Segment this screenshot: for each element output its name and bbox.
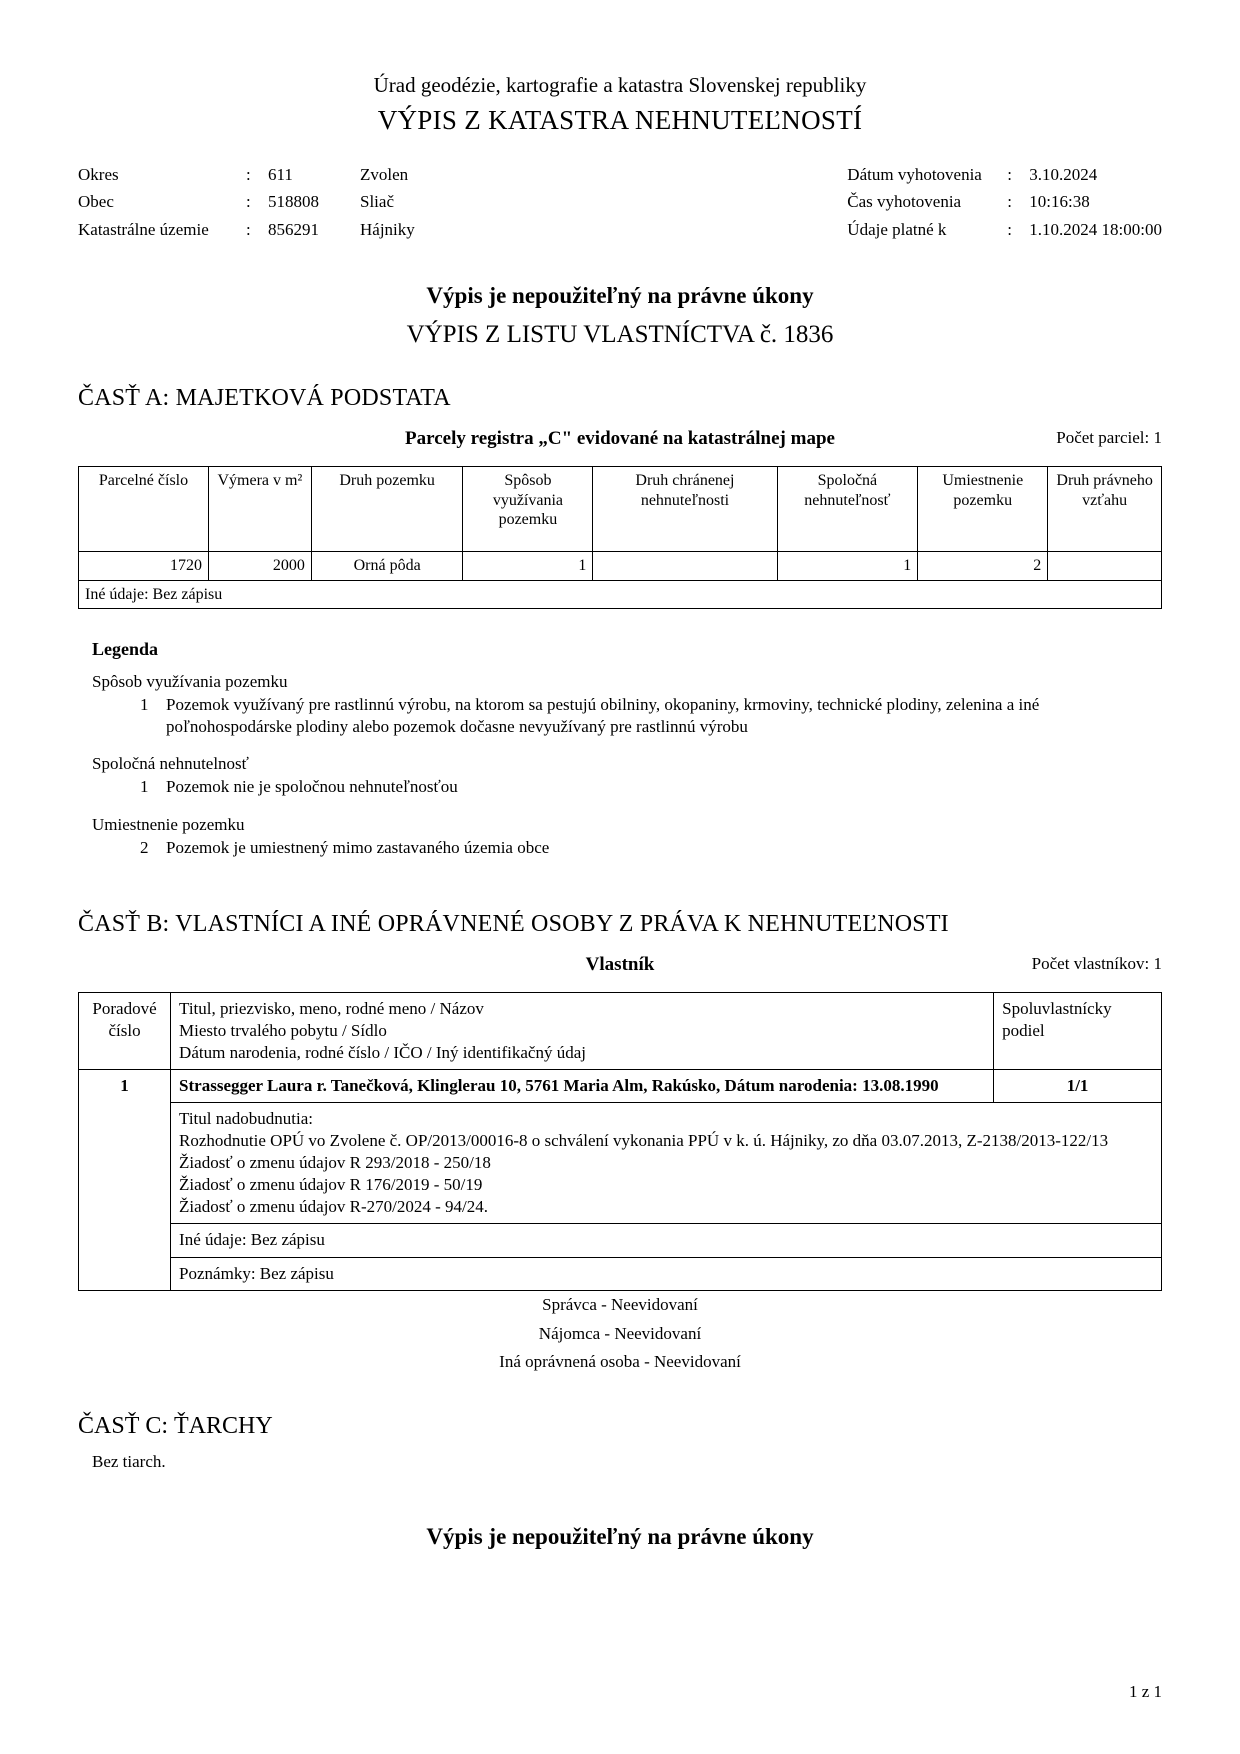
col-identity bbox=[171, 992, 994, 1069]
part-c-heading: ČASŤ C: ŤARCHY bbox=[78, 1413, 273, 1440]
legend-group-title: Spoločná nehnutelnosť bbox=[92, 754, 249, 774]
legend-item-text: Pozemok nie je spoločnou nehnuteľnosťou bbox=[166, 777, 458, 797]
cell-spolocna: 1 bbox=[777, 552, 918, 581]
title-acquisition-line-3: Žiadosť o zmenu údajov R 176/2019 - 50/19 bbox=[179, 1175, 483, 1195]
col-identity-line-2: Miesto trvalého pobytu / Sídlo bbox=[179, 1020, 387, 1040]
col-spoluvlastnicky-podiel: Spoluvlastnícky podiel bbox=[994, 992, 1162, 1069]
cell-sposob-vyuzivania: 1 bbox=[463, 552, 593, 581]
title-acquisition-line-2: Žiadosť o zmenu údajov R 293/2018 - 250/18 bbox=[179, 1153, 491, 1173]
col-umiestnenie-pozemku: Umiestnenie pozemku bbox=[918, 467, 1048, 552]
parcels-ine-udaje: Iné údaje: Bez zápisu bbox=[79, 580, 1162, 609]
col-druh-chranenej-nehnutelnosti: Druh chránenej nehnuteľnosti bbox=[593, 467, 777, 552]
legend-group-umiestnenie-pozemku bbox=[92, 815, 1162, 859]
metadata-left-column bbox=[78, 161, 415, 244]
ownership-sheet-title: VÝPIS Z LISTU VLASTNÍCTVA č. 1836 bbox=[406, 321, 834, 349]
spravca-line: Správca - Neevidovaní bbox=[542, 1294, 698, 1314]
col-vymera: Výmera v m² bbox=[208, 467, 311, 552]
obec-code: 518808 bbox=[268, 192, 319, 212]
page-number: 1 z 1 bbox=[1128, 1682, 1162, 1701]
title-acquisition-line-4: Žiadosť o zmenu údajov R-270/2024 - 94/24. bbox=[179, 1197, 489, 1217]
legend-item-number: 1 bbox=[140, 695, 149, 715]
metadata-row-okres bbox=[78, 161, 415, 189]
cell-druh-chranenej bbox=[593, 552, 777, 581]
part-b-footer bbox=[78, 1291, 1162, 1378]
part-b-subhead: Vlastník bbox=[585, 953, 655, 975]
list-item bbox=[140, 837, 1162, 859]
katastralne-uzemie-label: Katastrálne územie bbox=[78, 219, 209, 239]
col-druh-pozemku: Druh pozemku bbox=[311, 467, 463, 552]
okres-code: 611 bbox=[268, 164, 293, 184]
obec-name: Sliač bbox=[360, 192, 394, 212]
metadata-row-cas-vyhotovenia bbox=[847, 188, 1162, 216]
col-identity-line-3: Dátum narodenia, rodné číslo / IČO / Iný identifikačný údaj bbox=[179, 1042, 586, 1062]
legend-group-title: Umiestnenie pozemku bbox=[92, 814, 245, 834]
owner-title-acquisition-row bbox=[79, 1103, 1162, 1224]
parcel-count: Počet parciel: 1 bbox=[1056, 428, 1162, 448]
parcels-table bbox=[78, 466, 1162, 609]
legend-group-title: Spôsob využívania pozemku bbox=[92, 672, 288, 692]
datum-vyhotovenia-label: Dátum vyhotovenia bbox=[847, 164, 982, 184]
legend-item-number: 2 bbox=[140, 837, 149, 857]
owner-poznamky: Poznámky: Bez zápisu bbox=[171, 1257, 1162, 1290]
list-item bbox=[140, 694, 1162, 738]
metadata-right-column bbox=[847, 161, 1162, 244]
legend-group-spolocna-nehnutelnost bbox=[92, 754, 1162, 798]
obec-label: Obec bbox=[78, 192, 114, 212]
najomca-line: Nájomca - Neevidovaní bbox=[538, 1323, 702, 1343]
owners-table-header-row bbox=[79, 992, 1162, 1069]
part-c-body: Bez tiarch. bbox=[92, 1452, 166, 1472]
udaje-platne-k-colon: : bbox=[1007, 219, 1013, 239]
owners-table bbox=[78, 992, 1162, 1291]
col-parcelne-cislo: Parcelné číslo bbox=[79, 467, 209, 552]
cell-druh-pozemku: Orná pôda bbox=[311, 552, 463, 581]
col-poradove-cislo: Poradové číslo bbox=[79, 992, 171, 1069]
okres-colon: : bbox=[246, 164, 251, 184]
col-sposob-vyuzivania: Spôsob využívania pozemku bbox=[463, 467, 593, 552]
owner-identity: Strassegger Laura r. Tanečková, Klinglerau 10, 5761 Maria Alm, Rakúsko, Dátum narodenia: 13.08.1990 bbox=[171, 1069, 994, 1102]
owner-other-data-row bbox=[79, 1224, 1162, 1257]
cell-parcelne-cislo: 1720 bbox=[79, 552, 209, 581]
col-spolocna-nehnutelnost: Spoločná nehnuteľnosť bbox=[777, 467, 918, 552]
cas-vyhotovenia-colon: : bbox=[1007, 192, 1013, 212]
spacer bbox=[78, 875, 1162, 911]
part-b-heading: ČASŤ B: VLASTNÍCI A INÉ OPRÁVNENÉ OSOBY Z PRÁVA K NEHNUTEĽNOSTI bbox=[78, 910, 949, 937]
owner-notes-row bbox=[79, 1257, 1162, 1290]
okres-name: Zvolen bbox=[360, 164, 409, 184]
cell-vymera: 2000 bbox=[208, 552, 311, 581]
obec-colon: : bbox=[246, 192, 251, 212]
issuing-authority: Úrad geodézie, kartografie a katastra Slovenskej republiky bbox=[373, 73, 867, 97]
cas-vyhotovenia-label: Čas vyhotovenia bbox=[847, 192, 962, 212]
katastralne-uzemie-name: Hájniky bbox=[360, 219, 415, 239]
cell-umiestnenie: 2 bbox=[918, 552, 1048, 581]
parcels-table-header-row bbox=[79, 467, 1162, 552]
list-item bbox=[140, 776, 1162, 798]
owner-title-acquisition bbox=[171, 1103, 1162, 1224]
document-title: VÝPIS Z KATASTRA NEHNUTEĽNOSTÍ bbox=[377, 105, 863, 136]
document-metadata bbox=[78, 161, 1162, 244]
cas-vyhotovenia-value: 10:16:38 bbox=[1029, 192, 1090, 212]
legend-heading: Legenda bbox=[92, 639, 159, 660]
part-a-subhead: Parcely registra „C" evidované na katastrálnej mape bbox=[405, 428, 835, 450]
cell-druh-pravneho-vztahu bbox=[1048, 552, 1162, 581]
legend-item-text: Pozemok je umiestnený mimo zastavaného územia obce bbox=[166, 837, 550, 857]
okres-label: Okres bbox=[78, 164, 119, 184]
owner-count: Počet vlastníkov: 1 bbox=[1031, 953, 1162, 973]
legend-item-number: 1 bbox=[140, 777, 149, 797]
parcels-table-notes-row bbox=[79, 580, 1162, 609]
title-acquisition-label: Titul nadobudnutia: bbox=[179, 1109, 314, 1129]
ina-opravnena-osoba-line: Iná oprávnená osoba - Neevidovaní bbox=[499, 1352, 741, 1372]
legend-group-sposob-vyuzivania bbox=[92, 672, 1162, 738]
legal-notice-bottom: Výpis je nepoužiteľný na právne úkony bbox=[426, 1524, 814, 1550]
owner-ine-udaje: Iné údaje: Bez zápisu bbox=[171, 1224, 1162, 1257]
datum-vyhotovenia-colon: : bbox=[1007, 164, 1013, 184]
katastralne-uzemie-code: 856291 bbox=[268, 219, 319, 239]
table-row bbox=[79, 1069, 1162, 1102]
col-identity-line-1: Titul, priezvisko, meno, rodné meno / Názov bbox=[179, 998, 484, 1018]
udaje-platne-k-label: Údaje platné k bbox=[847, 219, 947, 239]
part-b-subhead-row bbox=[78, 954, 1162, 978]
legend-item-text: Pozemok využívaný pre rastlinnú výrobu, na ktorom sa pestujú obilniny, okopaniny, krmoviny, technické plodiny, zelenina a iné poľnohospodárske plodiny alebo pozemok dočasne nevyužívaný pre rastlinnú výrobu bbox=[166, 695, 1040, 737]
title-acquisition-line-1: Rozhodnutie OPÚ vo Zvolene č. OP/2013/00016-8 o schválení vykonania PPÚ v k. ú. Hájniky, zo dňa 03.07.2013, Z-2138/2013-122/13 bbox=[179, 1131, 1109, 1151]
owner-index: 1 bbox=[79, 1069, 171, 1290]
part-a-heading: ČASŤ A: MAJETKOVÁ PODSTATA bbox=[78, 385, 451, 412]
metadata-row-datum-vyhotovenia bbox=[847, 161, 1162, 189]
metadata-row-obec bbox=[78, 188, 415, 216]
col-druh-pravneho-vztahu: Druh právneho vzťahu bbox=[1048, 467, 1162, 552]
part-a-subhead-row bbox=[78, 428, 1162, 452]
katastralne-uzemie-colon: : bbox=[246, 219, 251, 239]
metadata-row-katastralne-uzemie bbox=[78, 216, 415, 244]
datum-vyhotovenia-value: 3.10.2024 bbox=[1029, 164, 1098, 184]
table-row bbox=[79, 552, 1162, 581]
owner-share: 1/1 bbox=[994, 1069, 1162, 1102]
metadata-row-udaje-platne-k bbox=[847, 216, 1162, 244]
udaje-platne-k-value: 1.10.2024 18:00:00 bbox=[1029, 219, 1162, 239]
legal-notice-top: Výpis je nepoužiteľný na právne úkony bbox=[426, 283, 814, 309]
